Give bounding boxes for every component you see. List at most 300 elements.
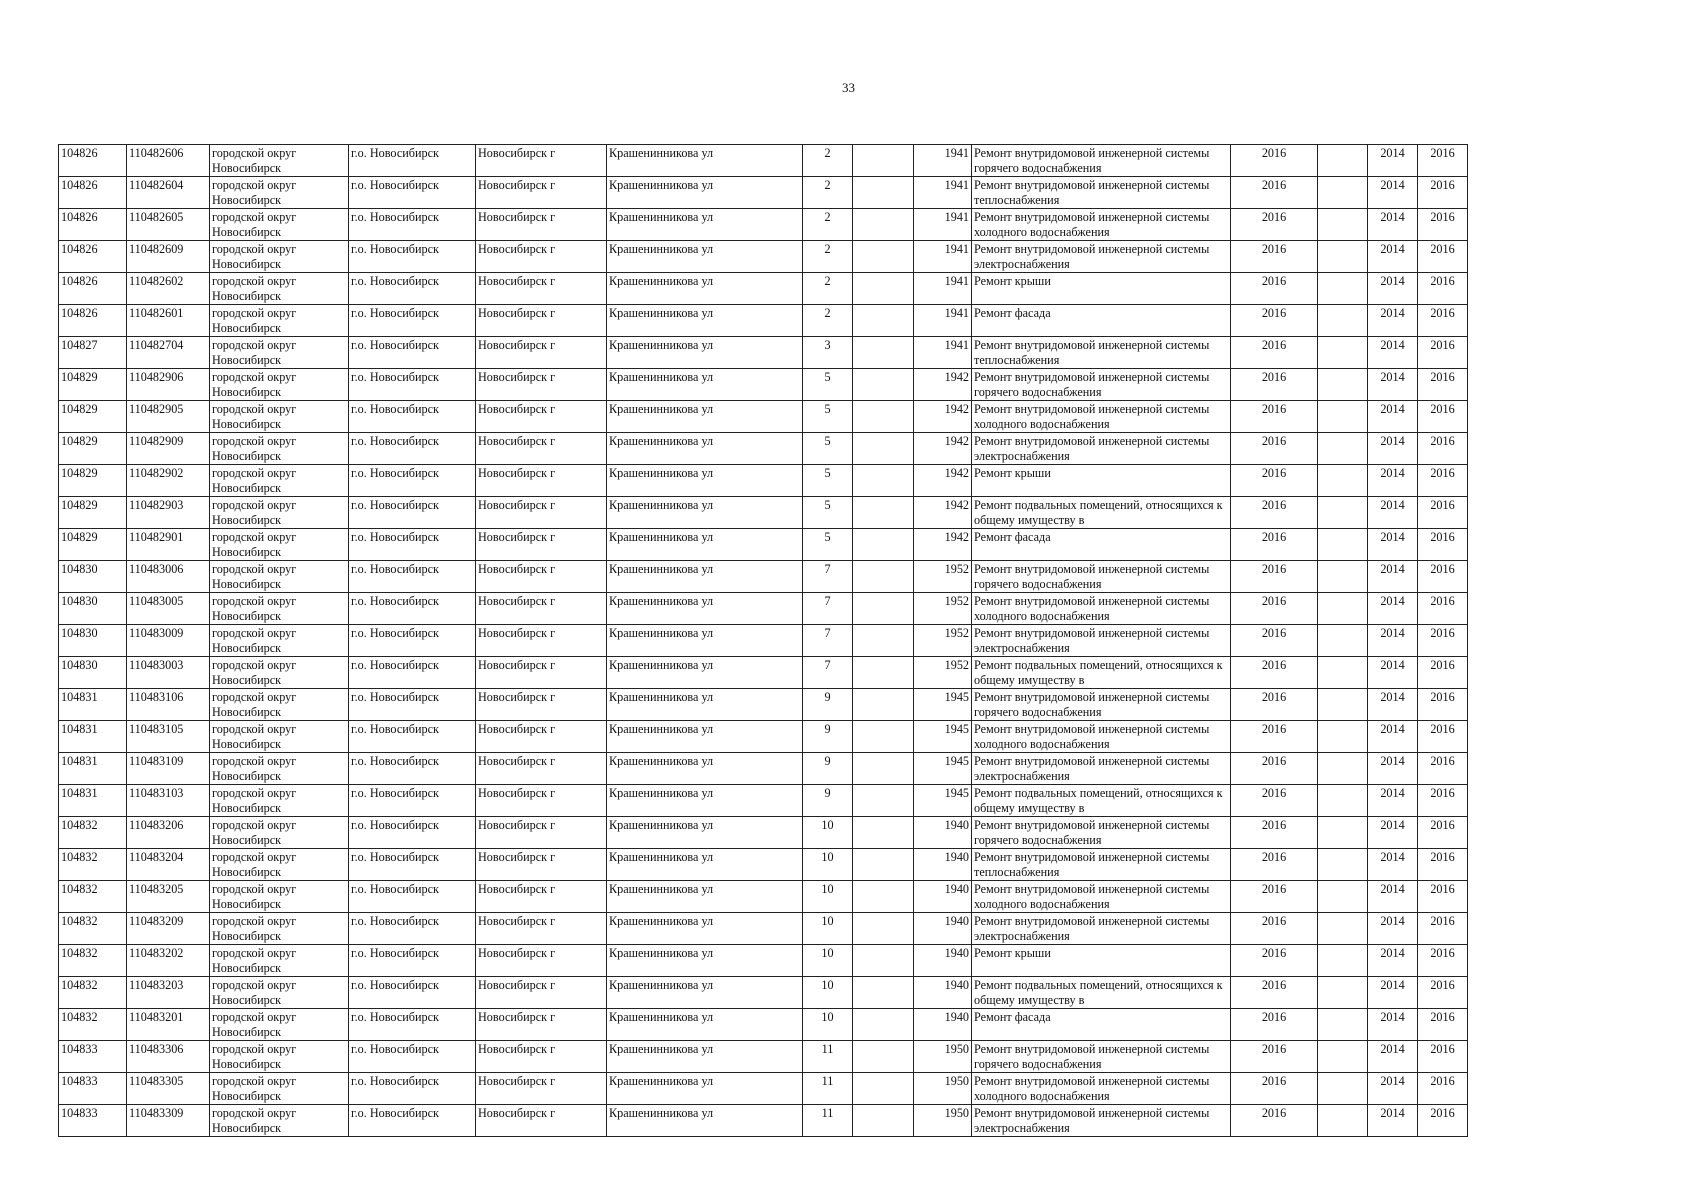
district-cell: городской округ Новосибирск bbox=[210, 849, 349, 881]
table-body bbox=[59, 145, 1468, 1137]
municipality-cell: г.о. Новосибирск bbox=[349, 913, 476, 945]
year-built-cell: 1941 bbox=[914, 177, 972, 209]
municipality-cell: г.о. Новосибирск bbox=[349, 625, 476, 657]
work-type-cell: Ремонт крыши bbox=[972, 945, 1231, 977]
table-row bbox=[59, 1105, 1468, 1137]
building-id-cell: 104833 bbox=[59, 1041, 127, 1073]
plan-year-cell: 2016 bbox=[1231, 1073, 1318, 1105]
street-cell: Крашенинникова ул bbox=[607, 1105, 803, 1137]
work-code-cell: 110482602 bbox=[127, 273, 210, 305]
locality-cell: Новосибирск г bbox=[476, 849, 607, 881]
building-id-cell: 104829 bbox=[59, 497, 127, 529]
street-cell: Крашенинникова ул bbox=[607, 849, 803, 881]
work-type-cell: Ремонт внутридомовой инженерной системы теплоснабжения bbox=[972, 849, 1231, 881]
work-type-cell: Ремонт внутридомовой инженерной системы электроснабжения bbox=[972, 1105, 1231, 1137]
extra-cell bbox=[1318, 337, 1368, 369]
work-type-cell: Ремонт подвальных помещений, относящихся к общему имуществу в bbox=[972, 497, 1231, 529]
house-number-cell: 7 bbox=[803, 593, 853, 625]
street-cell: Крашенинникова ул bbox=[607, 1073, 803, 1105]
locality-cell: Новосибирск г bbox=[476, 369, 607, 401]
extra-cell bbox=[1318, 465, 1368, 497]
building-id-cell: 104832 bbox=[59, 945, 127, 977]
extra-cell bbox=[1318, 625, 1368, 657]
municipality-cell: г.о. Новосибирск bbox=[349, 561, 476, 593]
table-row bbox=[59, 849, 1468, 881]
work-type-cell: Ремонт внутридомовой инженерной системы горячего водоснабжения bbox=[972, 689, 1231, 721]
locality-cell: Новосибирск г bbox=[476, 785, 607, 817]
year-built-cell: 1942 bbox=[914, 369, 972, 401]
municipality-cell: г.о. Новосибирск bbox=[349, 241, 476, 273]
year-to-cell: 2016 bbox=[1418, 785, 1468, 817]
municipality-cell: г.о. Новосибирск bbox=[349, 753, 476, 785]
year-built-cell: 1952 bbox=[914, 625, 972, 657]
year-from-cell: 2014 bbox=[1368, 465, 1418, 497]
year-to-cell: 2016 bbox=[1418, 593, 1468, 625]
municipality-cell: г.о. Новосибирск bbox=[349, 209, 476, 241]
house-number-cell: 11 bbox=[803, 1105, 853, 1137]
corpus-cell bbox=[853, 977, 914, 1009]
building-id-cell: 104827 bbox=[59, 337, 127, 369]
year-to-cell: 2016 bbox=[1418, 881, 1468, 913]
year-to-cell: 2016 bbox=[1418, 369, 1468, 401]
plan-year-cell: 2016 bbox=[1231, 401, 1318, 433]
extra-cell bbox=[1318, 209, 1368, 241]
locality-cell: Новосибирск г bbox=[476, 753, 607, 785]
year-from-cell: 2014 bbox=[1368, 1009, 1418, 1041]
work-code-cell: 110483204 bbox=[127, 849, 210, 881]
table-row bbox=[59, 785, 1468, 817]
table-row bbox=[59, 1073, 1468, 1105]
district-cell: городской округ Новосибирск bbox=[210, 753, 349, 785]
year-from-cell: 2014 bbox=[1368, 785, 1418, 817]
year-to-cell: 2016 bbox=[1418, 913, 1468, 945]
corpus-cell bbox=[853, 593, 914, 625]
table-row bbox=[59, 881, 1468, 913]
building-id-cell: 104832 bbox=[59, 913, 127, 945]
street-cell: Крашенинникова ул bbox=[607, 913, 803, 945]
municipality-cell: г.о. Новосибирск bbox=[349, 465, 476, 497]
house-number-cell: 7 bbox=[803, 657, 853, 689]
district-cell: городской округ Новосибирск bbox=[210, 977, 349, 1009]
year-to-cell: 2016 bbox=[1418, 401, 1468, 433]
district-cell: городской округ Новосибирск bbox=[210, 433, 349, 465]
plan-year-cell: 2016 bbox=[1231, 433, 1318, 465]
year-built-cell: 1940 bbox=[914, 817, 972, 849]
building-id-cell: 104830 bbox=[59, 657, 127, 689]
locality-cell: Новосибирск г bbox=[476, 945, 607, 977]
plan-year-cell: 2016 bbox=[1231, 369, 1318, 401]
year-to-cell: 2016 bbox=[1418, 721, 1468, 753]
district-cell: городской округ Новосибирск bbox=[210, 1009, 349, 1041]
district-cell: городской округ Новосибирск bbox=[210, 817, 349, 849]
locality-cell: Новосибирск г bbox=[476, 273, 607, 305]
house-number-cell: 10 bbox=[803, 977, 853, 1009]
district-cell: городской округ Новосибирск bbox=[210, 177, 349, 209]
year-to-cell: 2016 bbox=[1418, 337, 1468, 369]
extra-cell bbox=[1318, 1105, 1368, 1137]
extra-cell bbox=[1318, 401, 1368, 433]
year-to-cell: 2016 bbox=[1418, 209, 1468, 241]
year-from-cell: 2014 bbox=[1368, 177, 1418, 209]
building-id-cell: 104830 bbox=[59, 625, 127, 657]
district-cell: городской округ Новосибирск bbox=[210, 465, 349, 497]
locality-cell: Новосибирск г bbox=[476, 401, 607, 433]
work-code-cell: 110483201 bbox=[127, 1009, 210, 1041]
year-to-cell: 2016 bbox=[1418, 433, 1468, 465]
year-to-cell: 2016 bbox=[1418, 1073, 1468, 1105]
corpus-cell bbox=[853, 817, 914, 849]
year-from-cell: 2014 bbox=[1368, 945, 1418, 977]
work-type-cell: Ремонт внутридомовой инженерной системы горячего водоснабжения bbox=[972, 145, 1231, 177]
corpus-cell bbox=[853, 241, 914, 273]
building-id-cell: 104826 bbox=[59, 209, 127, 241]
year-from-cell: 2014 bbox=[1368, 625, 1418, 657]
work-type-cell: Ремонт фасада bbox=[972, 305, 1231, 337]
corpus-cell bbox=[853, 273, 914, 305]
street-cell: Крашенинникова ул bbox=[607, 497, 803, 529]
work-type-cell: Ремонт внутридомовой инженерной системы холодного водоснабжения bbox=[972, 721, 1231, 753]
street-cell: Крашенинникова ул bbox=[607, 305, 803, 337]
district-cell: городской округ Новосибирск bbox=[210, 241, 349, 273]
year-built-cell: 1940 bbox=[914, 913, 972, 945]
street-cell: Крашенинникова ул bbox=[607, 977, 803, 1009]
work-type-cell: Ремонт внутридомовой инженерной системы горячего водоснабжения bbox=[972, 1041, 1231, 1073]
locality-cell: Новосибирск г bbox=[476, 913, 607, 945]
municipality-cell: г.о. Новосибирск bbox=[349, 849, 476, 881]
building-id-cell: 104832 bbox=[59, 881, 127, 913]
street-cell: Крашенинникова ул bbox=[607, 209, 803, 241]
work-code-cell: 110482606 bbox=[127, 145, 210, 177]
work-type-cell: Ремонт внутридомовой инженерной системы горячего водоснабжения bbox=[972, 369, 1231, 401]
work-code-cell: 110483205 bbox=[127, 881, 210, 913]
corpus-cell bbox=[853, 177, 914, 209]
year-built-cell: 1945 bbox=[914, 753, 972, 785]
table-row bbox=[59, 753, 1468, 785]
plan-year-cell: 2016 bbox=[1231, 721, 1318, 753]
extra-cell bbox=[1318, 849, 1368, 881]
year-from-cell: 2014 bbox=[1368, 369, 1418, 401]
building-id-cell: 104829 bbox=[59, 529, 127, 561]
street-cell: Крашенинникова ул bbox=[607, 337, 803, 369]
municipality-cell: г.о. Новосибирск bbox=[349, 369, 476, 401]
building-id-cell: 104829 bbox=[59, 401, 127, 433]
extra-cell bbox=[1318, 721, 1368, 753]
street-cell: Крашенинникова ул bbox=[607, 241, 803, 273]
street-cell: Крашенинникова ул bbox=[607, 721, 803, 753]
extra-cell bbox=[1318, 1009, 1368, 1041]
plan-year-cell: 2016 bbox=[1231, 145, 1318, 177]
corpus-cell bbox=[853, 369, 914, 401]
year-from-cell: 2014 bbox=[1368, 561, 1418, 593]
house-number-cell: 9 bbox=[803, 753, 853, 785]
extra-cell bbox=[1318, 593, 1368, 625]
building-id-cell: 104826 bbox=[59, 145, 127, 177]
work-code-cell: 110483209 bbox=[127, 913, 210, 945]
year-from-cell: 2014 bbox=[1368, 273, 1418, 305]
year-to-cell: 2016 bbox=[1418, 145, 1468, 177]
plan-year-cell: 2016 bbox=[1231, 753, 1318, 785]
capital-repair-table bbox=[58, 144, 1468, 1137]
street-cell: Крашенинникова ул bbox=[607, 273, 803, 305]
building-id-cell: 104832 bbox=[59, 977, 127, 1009]
year-built-cell: 1942 bbox=[914, 497, 972, 529]
year-built-cell: 1941 bbox=[914, 337, 972, 369]
table-row bbox=[59, 945, 1468, 977]
plan-year-cell: 2016 bbox=[1231, 209, 1318, 241]
corpus-cell bbox=[853, 209, 914, 241]
year-to-cell: 2016 bbox=[1418, 657, 1468, 689]
work-type-cell: Ремонт крыши bbox=[972, 273, 1231, 305]
building-id-cell: 104832 bbox=[59, 1009, 127, 1041]
table-row bbox=[59, 593, 1468, 625]
municipality-cell: г.о. Новосибирск bbox=[349, 529, 476, 561]
plan-year-cell: 2016 bbox=[1231, 913, 1318, 945]
building-id-cell: 104833 bbox=[59, 1105, 127, 1137]
street-cell: Крашенинникова ул bbox=[607, 369, 803, 401]
table-row bbox=[59, 561, 1468, 593]
work-code-cell: 110483106 bbox=[127, 689, 210, 721]
building-id-cell: 104830 bbox=[59, 593, 127, 625]
building-id-cell: 104826 bbox=[59, 177, 127, 209]
extra-cell bbox=[1318, 1041, 1368, 1073]
extra-cell bbox=[1318, 273, 1368, 305]
table-row bbox=[59, 465, 1468, 497]
locality-cell: Новосибирск г bbox=[476, 625, 607, 657]
year-built-cell: 1940 bbox=[914, 849, 972, 881]
work-code-cell: 110482909 bbox=[127, 433, 210, 465]
house-number-cell: 2 bbox=[803, 177, 853, 209]
municipality-cell: г.о. Новосибирск bbox=[349, 497, 476, 529]
table-row bbox=[59, 305, 1468, 337]
year-from-cell: 2014 bbox=[1368, 497, 1418, 529]
table-row bbox=[59, 529, 1468, 561]
year-to-cell: 2016 bbox=[1418, 241, 1468, 273]
year-to-cell: 2016 bbox=[1418, 561, 1468, 593]
year-from-cell: 2014 bbox=[1368, 1105, 1418, 1137]
locality-cell: Новосибирск г bbox=[476, 497, 607, 529]
work-code-cell: 110483005 bbox=[127, 593, 210, 625]
extra-cell bbox=[1318, 145, 1368, 177]
work-type-cell: Ремонт внутридомовой инженерной системы теплоснабжения bbox=[972, 337, 1231, 369]
street-cell: Крашенинникова ул bbox=[607, 1041, 803, 1073]
year-from-cell: 2014 bbox=[1368, 305, 1418, 337]
year-from-cell: 2014 bbox=[1368, 529, 1418, 561]
locality-cell: Новосибирск г bbox=[476, 433, 607, 465]
table-row bbox=[59, 689, 1468, 721]
locality-cell: Новосибирск г bbox=[476, 1073, 607, 1105]
year-from-cell: 2014 bbox=[1368, 209, 1418, 241]
corpus-cell bbox=[853, 721, 914, 753]
corpus-cell bbox=[853, 785, 914, 817]
extra-cell bbox=[1318, 753, 1368, 785]
municipality-cell: г.о. Новосибирск bbox=[349, 433, 476, 465]
extra-cell bbox=[1318, 785, 1368, 817]
table-row bbox=[59, 145, 1468, 177]
table-row bbox=[59, 273, 1468, 305]
year-from-cell: 2014 bbox=[1368, 433, 1418, 465]
plan-year-cell: 2016 bbox=[1231, 689, 1318, 721]
work-code-cell: 110483103 bbox=[127, 785, 210, 817]
house-number-cell: 5 bbox=[803, 529, 853, 561]
corpus-cell bbox=[853, 689, 914, 721]
house-number-cell: 10 bbox=[803, 817, 853, 849]
corpus-cell bbox=[853, 337, 914, 369]
extra-cell bbox=[1318, 497, 1368, 529]
municipality-cell: г.о. Новосибирск bbox=[349, 1073, 476, 1105]
work-type-cell: Ремонт внутридомовой инженерной системы горячего водоснабжения bbox=[972, 817, 1231, 849]
street-cell: Крашенинникова ул bbox=[607, 881, 803, 913]
work-code-cell: 110483009 bbox=[127, 625, 210, 657]
year-to-cell: 2016 bbox=[1418, 689, 1468, 721]
plan-year-cell: 2016 bbox=[1231, 177, 1318, 209]
building-id-cell: 104832 bbox=[59, 817, 127, 849]
year-built-cell: 1941 bbox=[914, 209, 972, 241]
locality-cell: Новосибирск г bbox=[476, 977, 607, 1009]
municipality-cell: г.о. Новосибирск bbox=[349, 977, 476, 1009]
corpus-cell bbox=[853, 401, 914, 433]
year-built-cell: 1940 bbox=[914, 1009, 972, 1041]
work-type-cell: Ремонт внутридомовой инженерной системы холодного водоснабжения bbox=[972, 1073, 1231, 1105]
locality-cell: Новосибирск г bbox=[476, 209, 607, 241]
plan-year-cell: 2016 bbox=[1231, 465, 1318, 497]
year-built-cell: 1952 bbox=[914, 561, 972, 593]
district-cell: городской округ Новосибирск bbox=[210, 305, 349, 337]
locality-cell: Новосибирск г bbox=[476, 241, 607, 273]
extra-cell bbox=[1318, 817, 1368, 849]
building-id-cell: 104833 bbox=[59, 1073, 127, 1105]
street-cell: Крашенинникова ул bbox=[607, 593, 803, 625]
work-type-cell: Ремонт внутридомовой инженерной системы электроснабжения bbox=[972, 433, 1231, 465]
year-built-cell: 1941 bbox=[914, 241, 972, 273]
plan-year-cell: 2016 bbox=[1231, 977, 1318, 1009]
district-cell: городской округ Новосибирск bbox=[210, 1041, 349, 1073]
municipality-cell: г.о. Новосибирск bbox=[349, 273, 476, 305]
municipality-cell: г.о. Новосибирск bbox=[349, 145, 476, 177]
district-cell: городской округ Новосибирск bbox=[210, 145, 349, 177]
house-number-cell: 11 bbox=[803, 1073, 853, 1105]
building-id-cell: 104831 bbox=[59, 785, 127, 817]
locality-cell: Новосибирск г bbox=[476, 145, 607, 177]
table-row bbox=[59, 177, 1468, 209]
year-to-cell: 2016 bbox=[1418, 273, 1468, 305]
street-cell: Крашенинникова ул bbox=[607, 433, 803, 465]
work-type-cell: Ремонт подвальных помещений, относящихся к общему имуществу в bbox=[972, 977, 1231, 1009]
year-to-cell: 2016 bbox=[1418, 1041, 1468, 1073]
table-row bbox=[59, 1009, 1468, 1041]
locality-cell: Новосибирск г bbox=[476, 177, 607, 209]
municipality-cell: г.о. Новосибирск bbox=[349, 881, 476, 913]
corpus-cell bbox=[853, 1041, 914, 1073]
street-cell: Крашенинникова ул bbox=[607, 145, 803, 177]
plan-year-cell: 2016 bbox=[1231, 657, 1318, 689]
locality-cell: Новосибирск г bbox=[476, 1105, 607, 1137]
year-built-cell: 1941 bbox=[914, 305, 972, 337]
table-row bbox=[59, 625, 1468, 657]
building-id-cell: 104831 bbox=[59, 689, 127, 721]
work-type-cell: Ремонт внутридомовой инженерной системы холодного водоснабжения bbox=[972, 881, 1231, 913]
locality-cell: Новосибирск г bbox=[476, 657, 607, 689]
year-built-cell: 1940 bbox=[914, 881, 972, 913]
year-built-cell: 1942 bbox=[914, 401, 972, 433]
street-cell: Крашенинникова ул bbox=[607, 401, 803, 433]
year-built-cell: 1941 bbox=[914, 273, 972, 305]
work-code-cell: 110483305 bbox=[127, 1073, 210, 1105]
municipality-cell: г.о. Новосибирск bbox=[349, 945, 476, 977]
work-type-cell: Ремонт внутридомовой инженерной системы электроснабжения bbox=[972, 625, 1231, 657]
work-code-cell: 110483003 bbox=[127, 657, 210, 689]
district-cell: городской округ Новосибирск bbox=[210, 945, 349, 977]
corpus-cell bbox=[853, 657, 914, 689]
plan-year-cell: 2016 bbox=[1231, 1009, 1318, 1041]
year-from-cell: 2014 bbox=[1368, 849, 1418, 881]
year-to-cell: 2016 bbox=[1418, 945, 1468, 977]
district-cell: городской округ Новосибирск bbox=[210, 593, 349, 625]
street-cell: Крашенинникова ул bbox=[607, 785, 803, 817]
building-id-cell: 104832 bbox=[59, 849, 127, 881]
house-number-cell: 10 bbox=[803, 913, 853, 945]
extra-cell bbox=[1318, 1073, 1368, 1105]
corpus-cell bbox=[853, 849, 914, 881]
plan-year-cell: 2016 bbox=[1231, 273, 1318, 305]
year-to-cell: 2016 bbox=[1418, 465, 1468, 497]
corpus-cell bbox=[853, 561, 914, 593]
plan-year-cell: 2016 bbox=[1231, 625, 1318, 657]
house-number-cell: 5 bbox=[803, 433, 853, 465]
plan-year-cell: 2016 bbox=[1231, 241, 1318, 273]
year-to-cell: 2016 bbox=[1418, 1105, 1468, 1137]
extra-cell bbox=[1318, 369, 1368, 401]
house-number-cell: 7 bbox=[803, 625, 853, 657]
year-from-cell: 2014 bbox=[1368, 1073, 1418, 1105]
work-code-cell: 110482609 bbox=[127, 241, 210, 273]
street-cell: Крашенинникова ул bbox=[607, 625, 803, 657]
year-from-cell: 2014 bbox=[1368, 1041, 1418, 1073]
year-built-cell: 1945 bbox=[914, 689, 972, 721]
municipality-cell: г.о. Новосибирск bbox=[349, 401, 476, 433]
house-number-cell: 10 bbox=[803, 881, 853, 913]
plan-year-cell: 2016 bbox=[1231, 593, 1318, 625]
municipality-cell: г.о. Новосибирск bbox=[349, 337, 476, 369]
locality-cell: Новосибирск г bbox=[476, 1041, 607, 1073]
district-cell: городской округ Новосибирск bbox=[210, 881, 349, 913]
page-number: 33 bbox=[842, 80, 855, 95]
table-row bbox=[59, 241, 1468, 273]
work-code-cell: 110482903 bbox=[127, 497, 210, 529]
year-from-cell: 2014 bbox=[1368, 593, 1418, 625]
year-from-cell: 2014 bbox=[1368, 241, 1418, 273]
year-from-cell: 2014 bbox=[1368, 337, 1418, 369]
house-number-cell: 9 bbox=[803, 689, 853, 721]
house-number-cell: 5 bbox=[803, 497, 853, 529]
house-number-cell: 5 bbox=[803, 369, 853, 401]
house-number-cell: 2 bbox=[803, 305, 853, 337]
street-cell: Крашенинникова ул bbox=[607, 465, 803, 497]
municipality-cell: г.о. Новосибирск bbox=[349, 1009, 476, 1041]
table-row bbox=[59, 209, 1468, 241]
municipality-cell: г.о. Новосибирск bbox=[349, 689, 476, 721]
street-cell: Крашенинникова ул bbox=[607, 817, 803, 849]
work-code-cell: 110482605 bbox=[127, 209, 210, 241]
extra-cell bbox=[1318, 913, 1368, 945]
table-row bbox=[59, 721, 1468, 753]
year-from-cell: 2014 bbox=[1368, 753, 1418, 785]
work-type-cell: Ремонт подвальных помещений, относящихся к общему имуществу в bbox=[972, 657, 1231, 689]
locality-cell: Новосибирск г bbox=[476, 305, 607, 337]
extra-cell bbox=[1318, 657, 1368, 689]
work-code-cell: 110482902 bbox=[127, 465, 210, 497]
extra-cell bbox=[1318, 977, 1368, 1009]
district-cell: городской округ Новосибирск bbox=[210, 337, 349, 369]
